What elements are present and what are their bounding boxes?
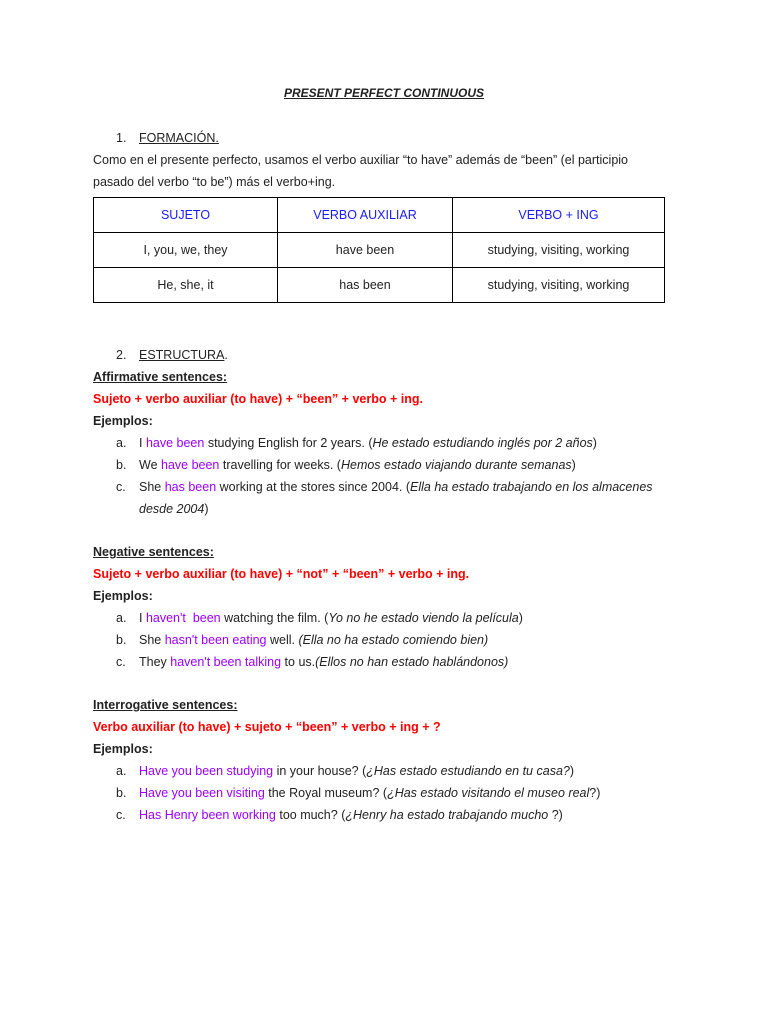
list-item (139, 607, 669, 629)
example-highlight: has been (164, 480, 217, 494)
example-text: working at the stores since 2004. ( (216, 480, 411, 494)
example-text: the Royal museum? ( (264, 786, 388, 800)
example-highlight: have been (145, 436, 205, 450)
example-translation: ¿Henry ha estado trabajando mucho (345, 808, 552, 822)
list-marker: c. (116, 480, 126, 494)
list-item (139, 432, 669, 454)
example-highlight: haven't been talking (170, 655, 282, 669)
example-translation: ¿Has estado visitando el museo real (387, 786, 590, 800)
section-1-heading: FORMACIÓN. (139, 131, 219, 145)
affirmative-ejemplos-label: Ejemplos: (93, 414, 153, 428)
formation-table (93, 197, 665, 303)
table-row (94, 268, 665, 303)
interrogative-heading: Interrogative sentences: (93, 698, 238, 712)
example-text: in your house? ( (273, 764, 367, 778)
example-highlight: hasn't been eating (164, 633, 267, 647)
list-item (139, 651, 669, 673)
example-highlight: haven't been (145, 611, 221, 625)
list-item (139, 760, 669, 782)
example-text: We (139, 458, 161, 472)
section-2-number: 2. (116, 348, 127, 362)
example-translation: (Ella no ha estado comiendo bien) (298, 633, 489, 647)
formation-text-line-1: Como en el presente perfecto, usamos el verbo auxiliar “to have” además de “been” (el participio (93, 153, 628, 167)
table-cell: have been (278, 233, 453, 268)
example-highlight: Has Henry been working (139, 808, 276, 822)
negative-formula: Sujeto + verbo auxiliar (to have) + “not” + “been” + verbo + ing. (93, 567, 470, 581)
table-cell: has been (278, 268, 453, 303)
example-text: She (139, 480, 165, 494)
example-text: well. (266, 633, 299, 647)
affirmative-formula: Sujeto + verbo auxiliar (to have) + “been” + verbo + ing. (93, 392, 423, 406)
section-2-heading-suffix: . (224, 348, 228, 362)
example-highlight: Have you been studying (139, 764, 274, 778)
formation-text-line-2: pasado del verbo “to be”) más el verbo+ing. (93, 175, 336, 189)
example-text: They (139, 655, 171, 669)
interrogative-ejemplos-label: Ejemplos: (93, 742, 153, 756)
example-text: watching the film. ( (220, 611, 329, 625)
example-text: travelling for weeks. ( (219, 458, 341, 472)
section-2-heading-wrap (139, 344, 228, 366)
section-1-number: 1. (116, 131, 127, 145)
table-header-cell: VERBO + ING (453, 198, 665, 233)
example-highlight: Have you been visiting (139, 786, 265, 800)
list-marker: b. (116, 786, 127, 800)
negative-heading: Negative sentences: (93, 545, 214, 559)
example-text: ?) (551, 808, 563, 822)
example-translation: (Ellos no han estado hablándonos) (315, 655, 509, 669)
list-marker: a. (116, 436, 127, 450)
example-text: to us. (281, 655, 316, 669)
list-item (139, 476, 669, 520)
example-text: ) (569, 764, 575, 778)
list-item (139, 804, 669, 826)
table-cell: studying, visiting, working (453, 268, 665, 303)
example-translation: Ella ha estado trabajando en los almacenes desde 2004 (139, 480, 653, 516)
example-translation: Hemos estado viajando durante semanas (340, 458, 572, 472)
example-text: ?) (589, 786, 601, 800)
table-cell: He, she, it (94, 268, 278, 303)
list-marker: c. (116, 808, 126, 822)
example-translation: Yo no he estado viendo la película (328, 611, 519, 625)
document-title: PRESENT PERFECT CONTINUOUS (283, 86, 484, 100)
example-text: ) (571, 458, 576, 472)
example-translation: He estado estudiando inglés por 2 años (372, 436, 593, 450)
table-header-cell: VERBO AUXILIAR (278, 198, 453, 233)
table-header-row (94, 198, 665, 233)
list-item (139, 454, 669, 476)
list-marker: a. (116, 611, 127, 625)
example-translation: ¿Has estado estudiando en tu casa? (366, 764, 570, 778)
list-marker: c. (116, 655, 126, 669)
example-text: studying English for 2 years. ( (204, 436, 373, 450)
example-text: too much? ( (275, 808, 346, 822)
interrogative-formula: Verbo auxiliar (to have) + sujeto + “been” + verbo + ing + ? (93, 720, 441, 734)
example-highlight: have been (161, 458, 220, 472)
example-text: I (139, 611, 146, 625)
list-marker: a. (116, 764, 127, 778)
list-marker: b. (116, 458, 127, 472)
affirmative-heading: Affirmative sentences: (93, 370, 228, 384)
table-row (94, 233, 665, 268)
example-text: ) (592, 436, 597, 450)
list-item (139, 782, 669, 804)
negative-ejemplos-label: Ejemplos: (93, 589, 153, 603)
list-marker: b. (116, 633, 127, 647)
table-header-cell: SUJETO (94, 198, 278, 233)
section-2-heading: ESTRUCTURA (139, 348, 225, 362)
list-item (139, 629, 669, 651)
example-text: She (139, 633, 165, 647)
table-cell: I, you, we, they (94, 233, 278, 268)
table-cell: studying, visiting, working (453, 233, 665, 268)
example-text: ) (204, 502, 209, 516)
example-text: I (139, 436, 146, 450)
example-text: ) (518, 611, 523, 625)
